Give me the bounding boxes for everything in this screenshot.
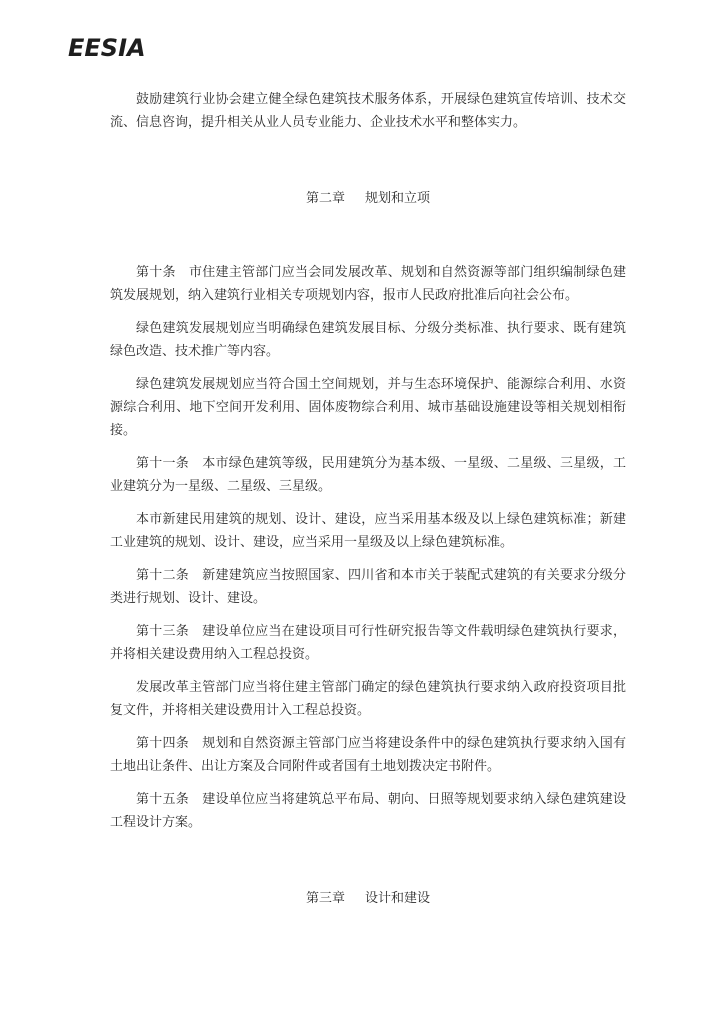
- paragraph-plan-content: 绿色建筑发展规划应当明确绿色建筑发展目标、分级分类标准、执行要求、既有建筑绿色改造、技术推广等内容。: [110, 321, 626, 359]
- chapter-3-heading: [110, 887, 626, 910]
- chapter-2-number: 第二章: [305, 191, 345, 206]
- document-body: [110, 88, 626, 910]
- chapter-2-heading: [110, 187, 626, 210]
- paragraph-article-11: 第十一条 本市绿色建筑等级，民用建筑分为基本级、一星级、二星级、三星级，工业建筑分为一星级、二星级、三星级。: [110, 456, 626, 494]
- chapter-3-number: 第三章: [305, 891, 345, 906]
- paragraph-new-buildings-standard: 本市新建民用建筑的规划、设计、建设，应当采用基本级及以上绿色建筑标准；新建工业建筑的规划、设计、建设，应当采用一星级及以上绿色建筑标准。: [110, 512, 626, 550]
- paragraph-development-reform: 发展改革主管部门应当将住建主管部门确定的绿色建筑执行要求纳入政府投资项目批复文件，并将相关建设费用计入工程总投资。: [110, 680, 626, 718]
- paragraph-article-10: 第十条 市住建主管部门应当会同发展改革、规划和自然资源等部门组织编制绿色建筑发展规划，纳入建筑行业相关专项规划内容，报市人民政府批准后向社会公布。: [110, 265, 626, 303]
- paragraph-intro: 鼓励建筑行业协会建立健全绿色建筑技术服务体系，开展绿色建筑宣传培训、技术交流、信息咨询，提升相关从业人员专业能力、企业技术水平和整体实力。: [110, 92, 626, 130]
- chapter-3-title: 设计和建设: [365, 891, 431, 906]
- eesia-logo: EESIA: [68, 34, 146, 62]
- paragraph-article-13: 第十三条 建设单位应当在建设项目可行性研究报告等文件载明绿色建筑执行要求，并将相关建设费用纳入工程总投资。: [110, 624, 626, 662]
- paragraph-article-12: 第十二条 新建建筑应当按照国家、四川省和本市关于装配式建筑的有关要求分级分类进行规划、设计、建设。: [110, 568, 626, 606]
- paragraph-plan-compliance: 绿色建筑发展规划应当符合国土空间规划，并与生态环境保护、能源综合利用、水资源综合利用、地下空间开发利用、固体废物综合利用、城市基础设施建设等相关规划相衔接。: [110, 377, 626, 438]
- chapter-2-title: 规划和立项: [365, 191, 431, 206]
- paragraph-article-15: 第十五条 建设单位应当将建筑总平布局、朝向、日照等规划要求纳入绿色建筑建设工程设计方案。: [110, 792, 626, 830]
- paragraph-article-14: 第十四条 规划和自然资源主管部门应当将建设条件中的绿色建筑执行要求纳入国有土地出让条件、出让方案及合同附件或者国有土地划拨决定书附件。: [110, 736, 626, 774]
